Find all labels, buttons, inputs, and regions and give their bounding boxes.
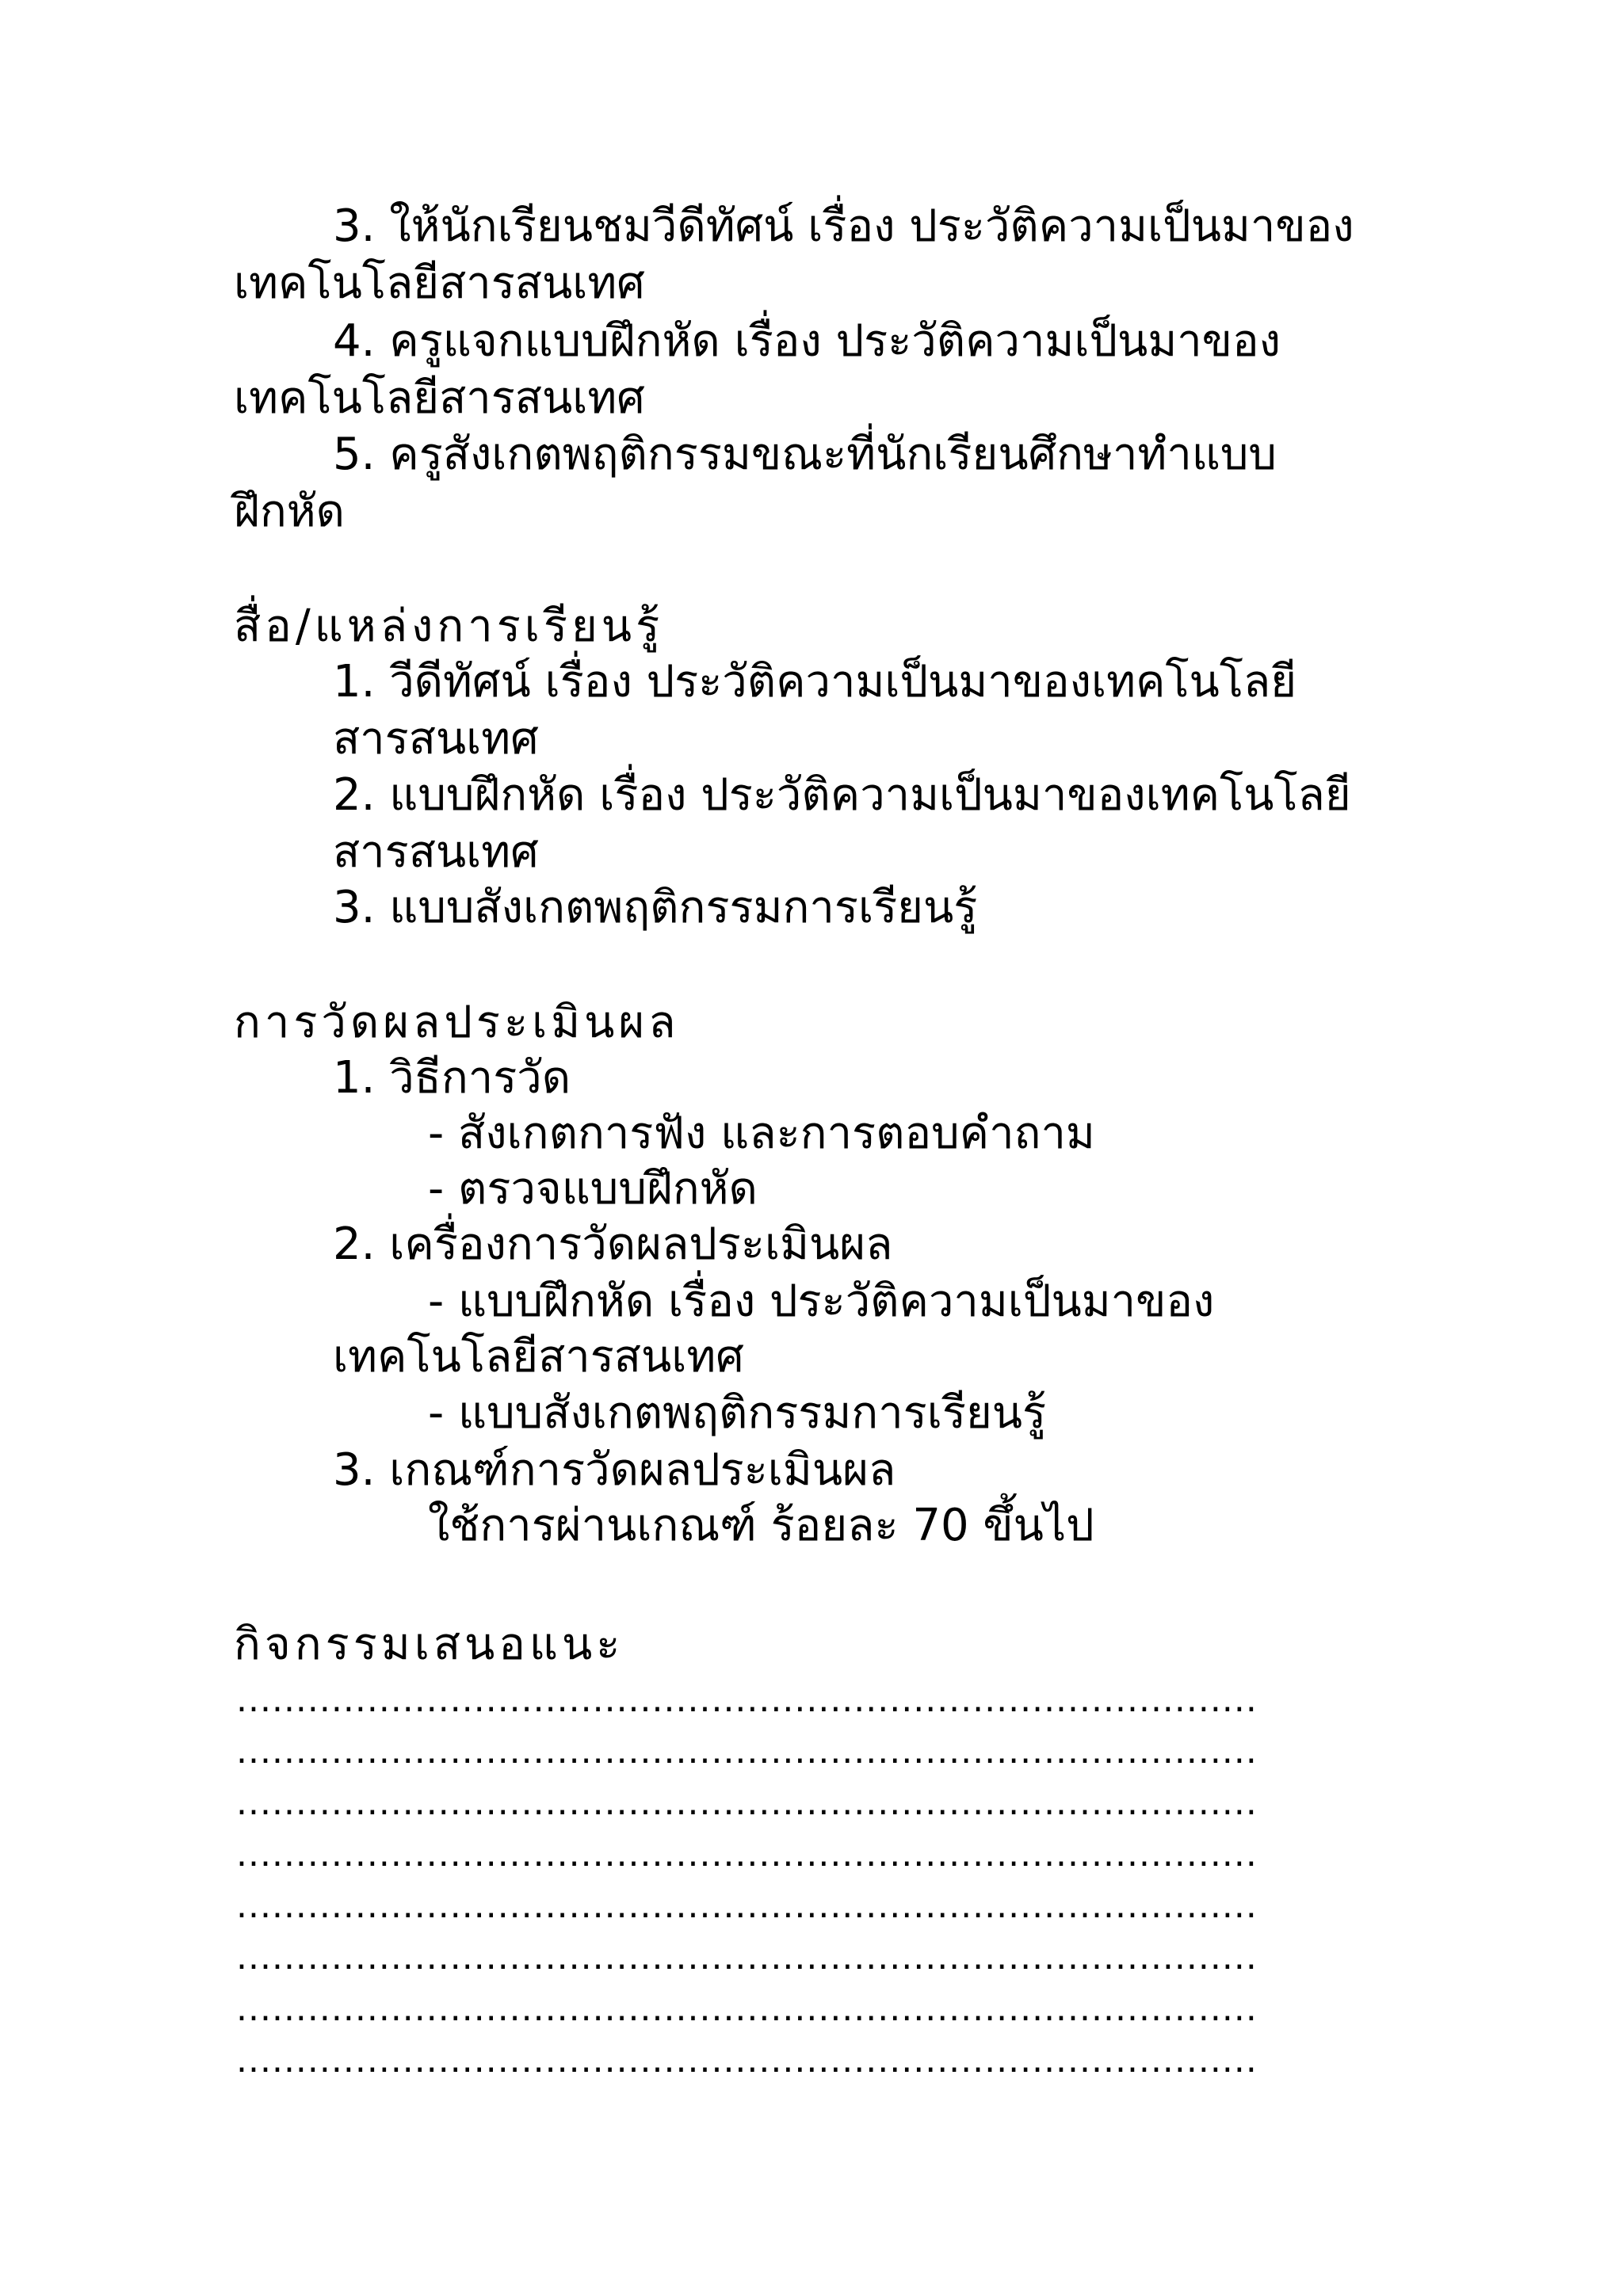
step-5-line-2: ฝึกหัด	[234, 486, 345, 537]
step-3-line-2: เทคโนโลยีสารสนเทศ	[234, 257, 645, 309]
media-item-1-line-1: 1. วีดีทัศน์ เรื่อง ประวัติความเป็นมาของเทคโนโลยี	[333, 656, 1297, 707]
media-item-2-line-2: สารสนเทศ	[333, 826, 539, 878]
media-item-3: 3. แบบสังเกตพฤติกรรมการเรียนรู้	[333, 882, 978, 933]
media-heading: สื่อ/แหล่งการเรียนรู้	[234, 601, 664, 652]
evaluation-tools-a-line-1: - แบบฝึกหัด เรื่อง ประวัติความเป็นมาของ	[428, 1276, 1215, 1327]
evaluation-heading: การวัดผลประเมินผล	[234, 997, 680, 1048]
evaluation-tools-a-line-2: เทคโนโลยีสารสนเทศ	[333, 1331, 744, 1383]
media-item-2-line-1: 2. แบบฝึกหัด เรื่อง ประวัติความเป็นมาของเทคโนโลยี	[333, 769, 1351, 821]
blank-dotted-line: ......................................................................................	[236, 1886, 1258, 1926]
blank-dotted-line: ......................................................................................	[236, 1989, 1258, 2029]
suggestions-heading: กิจกรรมเสนอแนะ	[234, 1619, 624, 1670]
blank-dotted-line: ......................................................................................	[236, 2040, 1258, 2081]
evaluation-tools-b: - แบบสังเกตพฤติกรรมการเรียนรู้	[428, 1387, 1047, 1439]
evaluation-method-b: - ตรวจแบบฝึกหัด	[428, 1163, 758, 1215]
blank-dotted-line: ......................................................................................	[236, 1731, 1258, 1772]
evaluation-criteria-text: ใช้การผ่านเกณฑ์ ร้อยละ 70 ขึ้นไป	[428, 1500, 1094, 1551]
media-item-1-line-2: สารสนเทศ	[333, 713, 539, 765]
evaluation-method-a: - สังเกตการฟัง และการตอบคำถาม	[428, 1108, 1095, 1159]
evaluation-method-title: 1. วิธีการวัด	[333, 1052, 571, 1104]
step-4-line-1: 4. ครูแจกแบบฝึกหัด เรื่อง ประวัติความเป็นมาของ	[333, 315, 1281, 367]
blank-dotted-line: ......................................................................................	[236, 1783, 1258, 1823]
evaluation-criteria-title: 3. เกณฑ์การวัดผลประเมินผล	[333, 1444, 896, 1496]
step-4-line-2: เทคโนโลยีสารสนเทศ	[234, 372, 645, 424]
step-3-line-1: 3. ให้นักเรียนชมวีดีทัศน์ เรื่อง ประวัติความเป็นมาของ	[333, 200, 1354, 252]
blank-dotted-line: ......................................................................................	[236, 1834, 1258, 1875]
blank-dotted-line: ......................................................................................	[236, 1680, 1258, 1720]
evaluation-tools-title: 2. เครื่องการวัดผลประเมินผล	[333, 1219, 893, 1270]
step-5-line-1: 5. ครูสังเกตพฤติกรรมขณะที่นักเรียนศึกษาทำแบบ	[333, 429, 1277, 480]
blank-dotted-line: ......................................................................................	[236, 1937, 1258, 1978]
